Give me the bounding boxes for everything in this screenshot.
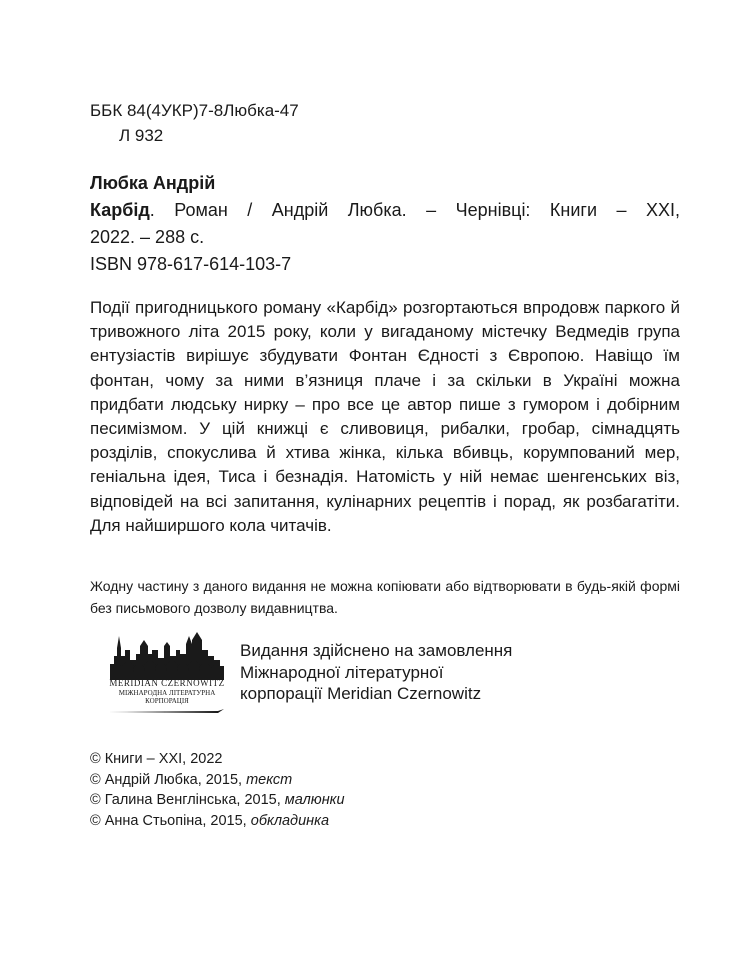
logo-subtitle-2: КОРПОРАЦІЯ [145,697,189,705]
bib-line-1-rest: . Роман / Андрій Любка. – Чернівці: Книги – XXI, [149,200,680,220]
bbk-code: ББК 84(4УКР)7-8Любка-47 [90,101,299,120]
annotation-paragraph: Події пригодницького роману «Карбід» розгортаються впродовж паркого й тривожного літа 2015 року, коли у вигаданому містечку Ведмедів група ентузіастів вирішує збудувати Фонтан Єдності з Європою. Навіщо їм фонтан, чому за ними в’язниця плаче і за скільки в Україні можна придбати людську нирку – про все це автор пише з гумором і добірним песимізмом. У цій книжці є сливовиця, рибалки, гробар, сімнадцять розділів, спокуслива й хтива жінка, кілька вбивць, корумпований мер, геніальна ідея, Тиса і безнадія. Натомість у ній немає шенгенських віз, відповідей на всі запитання, кулінарних рецептів і порад, як розбагатіти. Для найширшого кола читачів. [90,298,680,535]
copyright-holder: © Анна Стьопіна, 2015, [90,812,251,829]
logo-name: MERIDIAN CZERNOWITZ [109,678,225,688]
copyright-line [90,749,345,770]
logo-subtitle-1: МІЖНАРОДНА ЛІТЕРАТУРНА [118,689,216,697]
bib-line-2: 2022. – 288 с. [90,227,205,247]
author-mark: Л 932 [119,126,164,145]
copyright-holder: © Андрій Любка, 2015, [90,771,247,788]
order-note-line-3: корпорації Meridian Czernowitz [240,684,482,703]
copyright-line [90,811,345,832]
copyright-line [90,790,345,811]
order-note-line-1: Видання здійснено на замовлення [240,641,513,660]
author-name: Любка Андрій [90,173,216,193]
classification-block [90,98,299,148]
copyright-line [90,770,345,791]
copyright-holder: © Книги – XXI, 2022 [90,751,223,767]
copyright-role: обкладинка [250,812,330,829]
rights-notice: Жодну частину з даного видання не можна копіювати або відтворювати в будь-якій формі без письмового дозволу видавництва. [90,578,680,616]
copyright-holder: © Галина Венглінська, 2015, [90,792,285,808]
book-title: Карбід [90,200,150,220]
bib-line-1 [90,197,680,224]
copyright-role: малюнки [284,792,345,808]
order-note [240,640,512,705]
copyright-role: текст [246,771,293,788]
order-note-line-2: Міжнародної літературної [240,662,444,682]
meridian-czernowitz-logo [106,620,228,716]
copyright-list [90,749,345,831]
bibliographic-record [90,197,680,278]
isbn: ISBN 978-617-614-103-7 [90,254,292,274]
